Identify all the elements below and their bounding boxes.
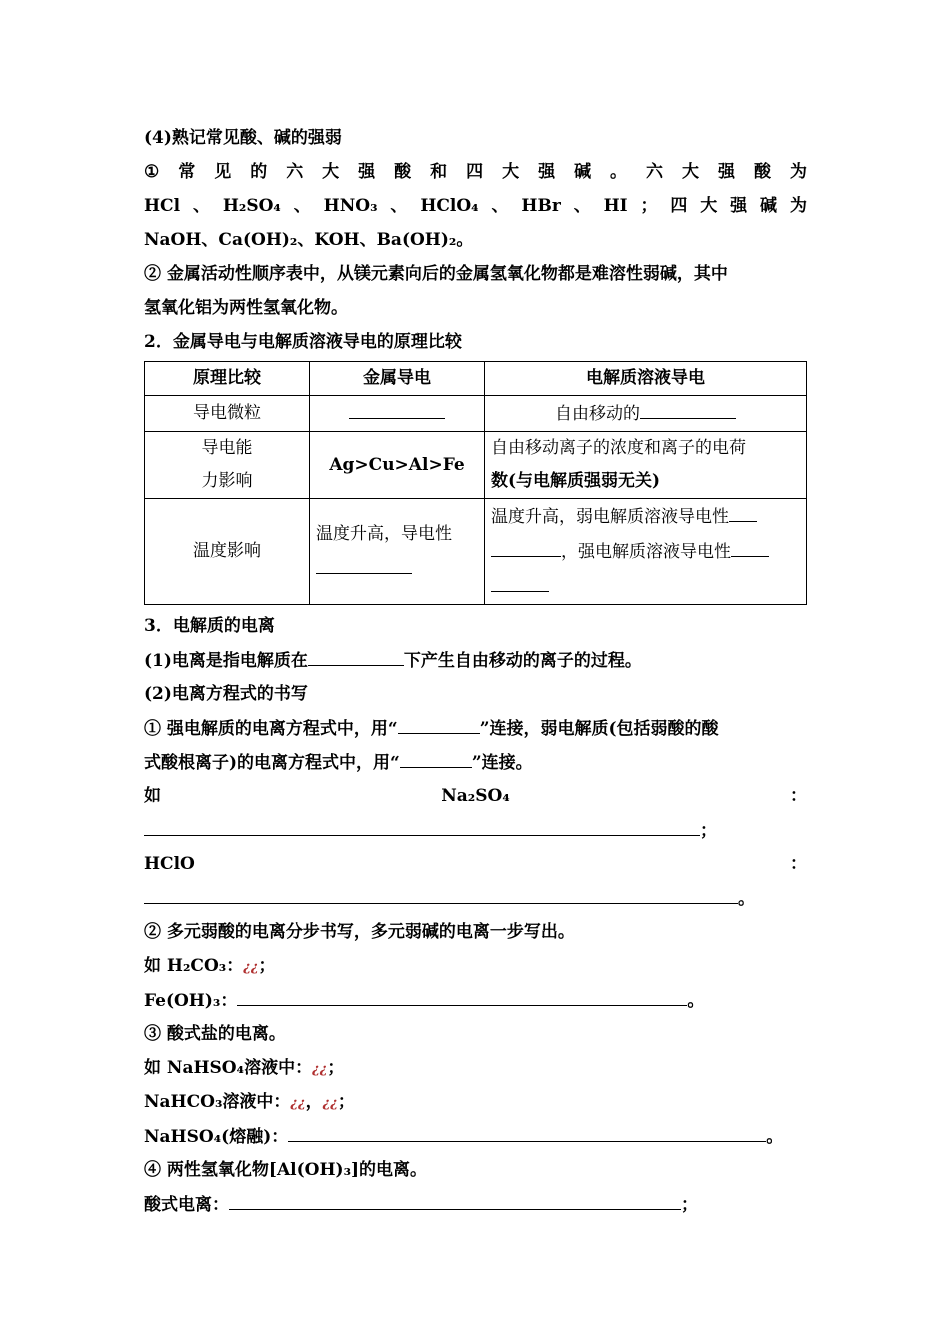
example-nahco3-solution: NaHCO₃溶液中：¿¿，¿¿； xyxy=(144,1092,355,1112)
justified-token: 的 xyxy=(250,162,268,182)
acid-salt-subheading: ③ 酸式盐的电离。 xyxy=(144,1024,286,1044)
strong-bases-list-line: NaOH、Ca(OH)₂、KOH、Ba(OH)₂。 xyxy=(144,230,474,250)
justified-token: 强 xyxy=(358,162,376,182)
example-nahso4-solution: 如 NaHSO₄溶液中：¿¿； xyxy=(144,1058,345,1078)
justified-token: ① xyxy=(144,162,160,182)
justified-token: HI xyxy=(603,196,628,216)
example-hclo-answer: 。 xyxy=(144,881,807,915)
section-heading-ionization: 3．电解质的电离 xyxy=(144,616,275,636)
justified-token: 酸 xyxy=(753,162,771,182)
amphoteric-subheading: ④ 两性氢氧化物[Al(OH)₃]的电离。 xyxy=(144,1160,428,1180)
justified-token: 见 xyxy=(214,162,232,182)
justified-token: 和 xyxy=(430,162,448,182)
justified-token: 六 xyxy=(646,162,664,182)
table-header-cell: 金属导电 xyxy=(310,362,485,396)
ionization-definition: (1)电离是指电解质在 下产生自由移动的离子的过程。 xyxy=(144,643,807,677)
document-body xyxy=(144,121,807,1221)
example-na2so4-label: 如 Na₂SO₄ ： xyxy=(144,779,807,813)
answer-blank[interactable] xyxy=(316,551,412,574)
table-cell: 导电微粒 xyxy=(145,396,310,432)
justified-token: 。 xyxy=(610,162,628,182)
justified-token: HClO₄ xyxy=(420,196,479,216)
strong-acids-list-line xyxy=(144,189,807,223)
justified-token: 强 xyxy=(718,162,735,182)
metal-activity-paragraph-line1: ② 金属活动性顺序表中，从镁元素向后的金属氢氧化物都是难溶性弱碱，其中 xyxy=(144,264,728,284)
justified-token: 强 xyxy=(538,162,556,182)
table-header-cell: 原理比较 xyxy=(145,362,310,396)
table-cell: 自由移动的 xyxy=(485,396,807,432)
answer-blank[interactable] xyxy=(400,745,472,768)
answer-blank[interactable] xyxy=(491,534,561,557)
metal-activity-paragraph-line2: 氢氧化铝为两性氢氧化物。 xyxy=(144,298,348,318)
justified-token: 为 xyxy=(789,196,807,216)
connector-rule-line2: 式酸根离子)的电离方程式中，用“ ”连接。 xyxy=(144,745,807,779)
answer-blank[interactable] xyxy=(640,396,736,419)
justified-token: 四 xyxy=(670,196,688,216)
answer-blank[interactable] xyxy=(729,499,757,522)
justified-token: ； xyxy=(640,196,658,216)
table-cell: Ag>Cu>Al>Fe xyxy=(310,432,485,499)
answer-blank[interactable] xyxy=(237,983,687,1006)
justified-token: 、 xyxy=(390,196,408,216)
example-feoh3: Fe(OH)₃： 。 xyxy=(144,983,807,1017)
answer-blank[interactable] xyxy=(308,643,404,666)
justified-token: H₂SO₄ xyxy=(222,196,281,216)
justified-token: 大 xyxy=(322,162,340,182)
garbled-equation-mark: ¿¿ xyxy=(312,1062,328,1077)
answer-blank[interactable] xyxy=(288,1119,766,1142)
strong-acids-intro-line xyxy=(144,155,807,189)
justified-token: 酸 xyxy=(394,162,412,182)
table-header-row xyxy=(145,362,807,396)
answer-blank[interactable] xyxy=(491,569,549,592)
justified-token: 大 xyxy=(502,162,520,182)
section-heading-acid-base-strength: (4)熟记常见酸、碱的强弱 xyxy=(144,128,342,148)
justified-token: 六 xyxy=(286,162,304,182)
polyprotic-rule: ② 多元弱酸的电离分步书写，多元弱碱的电离一步写出。 xyxy=(144,922,575,942)
example-na2so4-answer: ； xyxy=(144,813,807,847)
example-hclo-label: HClO ： xyxy=(144,847,807,881)
table-cell xyxy=(310,396,485,432)
chemical-formula: Na₂SO₄ xyxy=(441,786,510,806)
table-cell: 温度升高，导电性 xyxy=(310,499,485,605)
justified-token: 大 xyxy=(682,162,700,182)
justified-token: 四 xyxy=(466,162,484,182)
connector-rule-line1: ① 强电解质的电离方程式中，用“ ”连接，弱电解质(包括弱酸的酸 xyxy=(144,711,807,745)
justified-token: 碱 xyxy=(574,162,592,182)
justified-token: 大 xyxy=(700,196,718,216)
table-row xyxy=(145,396,807,432)
justified-token: 、 xyxy=(192,196,210,216)
justified-token: 强 xyxy=(730,196,748,216)
chemical-formula: HClO xyxy=(144,854,195,874)
answer-blank[interactable] xyxy=(731,534,769,557)
table-header-cell: 电解质溶液导电 xyxy=(485,362,807,396)
justified-token: 为 xyxy=(789,162,807,182)
table-cell: 自由移动离子的浓度和离子的电荷 数(与电解质强弱无关) xyxy=(485,432,807,499)
answer-blank[interactable] xyxy=(144,881,738,904)
conduction-comparison-table xyxy=(144,361,807,605)
justified-token: HBr xyxy=(521,196,561,216)
justified-token: HCl xyxy=(144,196,181,216)
table-row xyxy=(145,432,807,499)
table-cell: 导电能 力影响 xyxy=(145,432,310,499)
answer-blank[interactable] xyxy=(398,711,480,734)
acidic-ionization: 酸式电离： ； xyxy=(144,1187,807,1221)
answer-blank[interactable] xyxy=(349,396,445,419)
justified-token: 、 xyxy=(491,196,509,216)
justified-token: 、 xyxy=(293,196,311,216)
justified-token: 常 xyxy=(178,162,196,182)
section-heading-conduction-comparison: 2．金属导电与电解质溶液导电的原理比较 xyxy=(144,332,462,352)
example-h2co3: 如 H₂CO₃：¿¿； xyxy=(144,956,276,976)
garbled-equation-mark: ¿¿ xyxy=(290,1096,306,1111)
answer-blank[interactable] xyxy=(144,813,700,836)
table-cell: 温度升高，弱电解质溶液导电性 ，强电解质溶液导电性 xyxy=(485,499,807,605)
table-cell: 温度影响 xyxy=(145,499,310,605)
garbled-equation-mark: ¿¿ xyxy=(322,1096,338,1111)
justified-token: HNO₃ xyxy=(323,196,378,216)
ionization-equation-subheading: (2)电离方程式的书写 xyxy=(144,684,308,704)
justified-token: 碱 xyxy=(760,196,778,216)
example-nahso4-molten: NaHSO₄(熔融)： 。 xyxy=(144,1119,807,1153)
answer-blank[interactable] xyxy=(229,1187,681,1210)
justified-token: 、 xyxy=(573,196,591,216)
garbled-equation-mark: ¿¿ xyxy=(243,960,259,975)
table-row xyxy=(145,499,807,605)
